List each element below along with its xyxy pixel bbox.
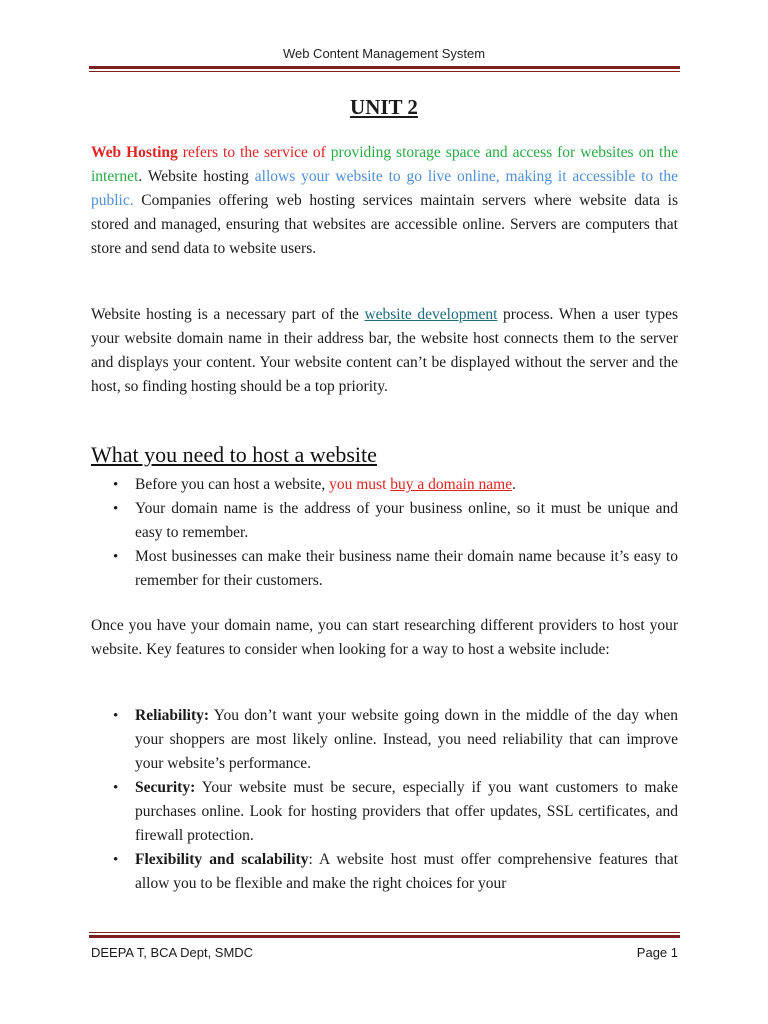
bullet-icon: • bbox=[113, 477, 119, 493]
bullet-icon: • bbox=[113, 780, 119, 796]
website-development-link[interactable]: website development bbox=[364, 306, 498, 323]
page-header-title: Web Content Management System bbox=[282, 46, 486, 61]
list-item bbox=[91, 704, 678, 776]
bullet-icon: • bbox=[113, 852, 119, 868]
paragraph-website-hosting bbox=[91, 303, 678, 399]
list-item bbox=[91, 776, 678, 848]
feature-text: Your website must be secure, especially if you want customers to make purchases online. Look for hosting providers that offer updates, SSL certificates, and firewall protection. bbox=[135, 779, 678, 844]
feature-label: Reliability: bbox=[135, 707, 210, 724]
term-web-hosting: Web Hosting bbox=[91, 144, 178, 161]
para1-blue-text: allows your website to go live online, making it accessible to the public. bbox=[91, 168, 678, 209]
footer-author: DEEPA T, BCA Dept, SMDC bbox=[91, 945, 254, 960]
bullet-text: Before you can host a website, bbox=[135, 476, 330, 493]
paragraph-web-hosting bbox=[91, 141, 678, 261]
header-rule-thin bbox=[89, 71, 680, 72]
bullet-text-end: . bbox=[512, 476, 516, 493]
feature-text: You don’t want your website going down in the middle of the day when your shoppers are most likely online. Instead, you need reliability that can improve your website’s performance. bbox=[135, 707, 678, 772]
footer-rule-thin bbox=[89, 932, 680, 933]
section-heading: What you need to host a website bbox=[91, 442, 377, 467]
para1-text-1: refers to the service of bbox=[177, 144, 331, 161]
bullet-red-text: you must bbox=[329, 476, 391, 493]
features-list bbox=[91, 704, 678, 896]
list-item bbox=[91, 497, 678, 545]
list-item bbox=[91, 848, 678, 896]
list-item bbox=[91, 473, 678, 497]
requirements-list bbox=[91, 473, 678, 593]
bullet-text: Most businesses can make their business name their domain name because it’s easy to remember for their customers. bbox=[135, 548, 678, 589]
para1-text-3: Companies offering web hosting services maintain servers where website data is stored and managed, ensuring that websites are accessible online. Servers are computers that store and send data to website users. bbox=[91, 192, 678, 257]
footer-rule-thick bbox=[89, 935, 680, 938]
bullet-text: Your domain name is the address of your business online, so it must be unique and easy to remember. bbox=[135, 500, 678, 541]
header-rule-thick bbox=[89, 66, 680, 69]
unit-title: UNIT 2 bbox=[350, 95, 418, 119]
feature-text: : A website host must offer comprehensive features that allow you to be flexible and make the right choices for your bbox=[135, 851, 679, 892]
para1-text-2: . Website hosting bbox=[138, 168, 255, 185]
bullet-icon: • bbox=[113, 708, 119, 724]
para1-green-text: providing storage space and access for websites on the internet bbox=[91, 144, 678, 185]
paragraph-domain-name: Once you have your domain name, you can start researching different providers to host your website. Key features to consider when looking for a way to host a website include: bbox=[91, 617, 678, 658]
bullet-icon: • bbox=[113, 501, 119, 517]
para2-text-1: Website hosting is a necessary part of the bbox=[91, 306, 365, 323]
para2-text-2: process. When a user types your website domain name in their address bar, the website host connects them to the server and displays your content. Your website content can’t be displayed without the server and the host, so finding hosting should be a top priority. bbox=[91, 306, 678, 395]
list-item bbox=[91, 545, 678, 593]
buy-domain-name-link[interactable]: buy a domain name bbox=[390, 476, 513, 493]
bullet-icon: • bbox=[113, 549, 119, 565]
feature-label: Security: bbox=[135, 779, 196, 796]
feature-label: Flexibility and scalability bbox=[135, 851, 309, 868]
page-number: Page 1 bbox=[636, 945, 678, 960]
